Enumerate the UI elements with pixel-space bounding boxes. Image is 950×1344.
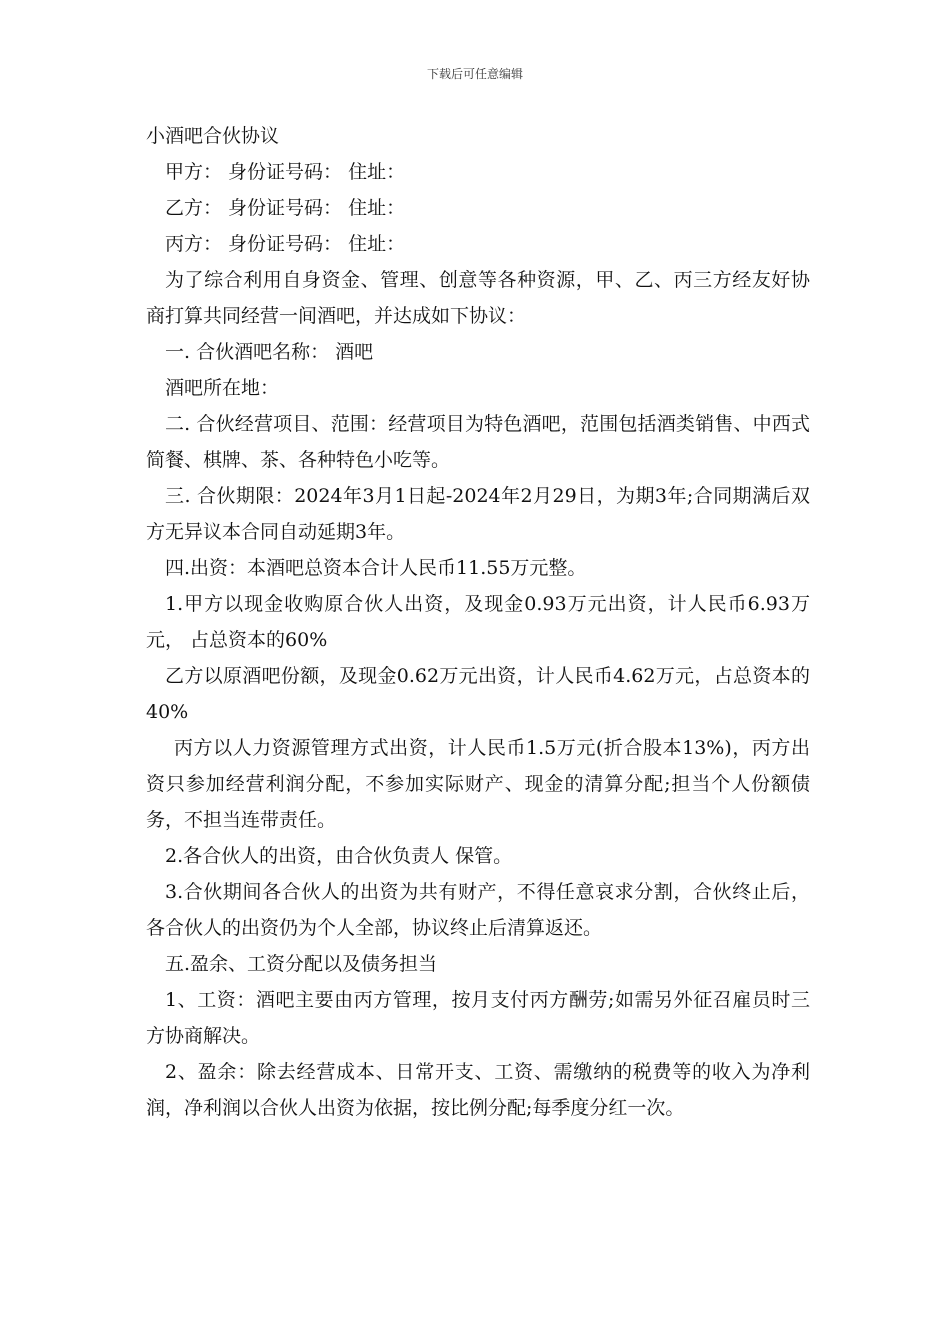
document-body bbox=[146, 118, 810, 1126]
clause-1-name: 一. 合伙酒吧名称： 酒吧 bbox=[165, 341, 374, 363]
clause-5-surplus: 2、盈余：除去经营成本、日常开支、工资、需缴纳的税费等的收入为净利润，净利润以合伙人出资为依据，按比例分配;每季度分红一次。 bbox=[146, 1061, 810, 1119]
document-title: 小酒吧合伙协议 bbox=[146, 125, 280, 147]
page-header: 下载后可任意编辑 bbox=[426, 67, 523, 81]
clause-4-joint-property: 3.合伙期间各合伙人的出资为共有财产，不得任意哀求分割，合伙终止后，各合伙人的出资仍为个人全部，协议终止后清算返还。 bbox=[146, 881, 810, 939]
party-b-line: 乙方： 身份证号码： 住址： bbox=[165, 197, 406, 219]
clause-4-capital: 四.出资：本酒吧总资本合计人民币11.55万元整。 bbox=[165, 557, 587, 579]
clause-4-party-c-contribution: 丙方以人力资源管理方式出资，计人民币1.5万元(折合股本13%)，丙方出资只参加经营利润分配，不参加实际财产、现金的清算分配;担当个人份额债务，不担当连带责任。 bbox=[146, 737, 810, 831]
clause-4-party-b-contribution: 乙方以原酒吧份额，及现金0.62万元出资，计人民币4.62万元，占总资本的40% bbox=[146, 665, 810, 723]
clause-4-custody: 2.各合伙人的出资，由合伙负责人 保管。 bbox=[165, 845, 513, 867]
clause-1-location: 酒吧所在地： bbox=[165, 377, 280, 399]
clause-5-heading: 五.盈余、工资分配以及债务担当 bbox=[165, 953, 438, 975]
clause-2-scope: 二. 合伙经营项目、范围：经营项目为特色酒吧，范围包括酒类销售、中西式简餐、棋牌、茶、各种特色小吃等。 bbox=[146, 413, 810, 471]
preamble-paragraph: 为了综合利用自身资金、管理、创意等各种资源，甲、乙、丙三方经友好协商打算共同经营一间酒吧，并达成如下协议： bbox=[146, 269, 810, 327]
clause-4-party-a-contribution: 1.甲方以现金收购原合伙人出资，及现金0.93万元出资，计人民币6.93万元， 占总资本的60% bbox=[146, 593, 810, 651]
party-c-line: 丙方： 身份证号码： 住址： bbox=[165, 233, 406, 255]
clause-5-wages: 1、工资：酒吧主要由丙方管理，按月支付丙方酬劳;如需另外征召雇员时三方协商解决。 bbox=[146, 989, 810, 1047]
party-a-line: 甲方： 身份证号码： 住址： bbox=[165, 161, 406, 183]
clause-3-term: 三. 合伙期限：2024年3月1日起-2024年2月29日，为期3年;合同期满后双方无异议本合同自动延期3年。 bbox=[146, 485, 810, 543]
